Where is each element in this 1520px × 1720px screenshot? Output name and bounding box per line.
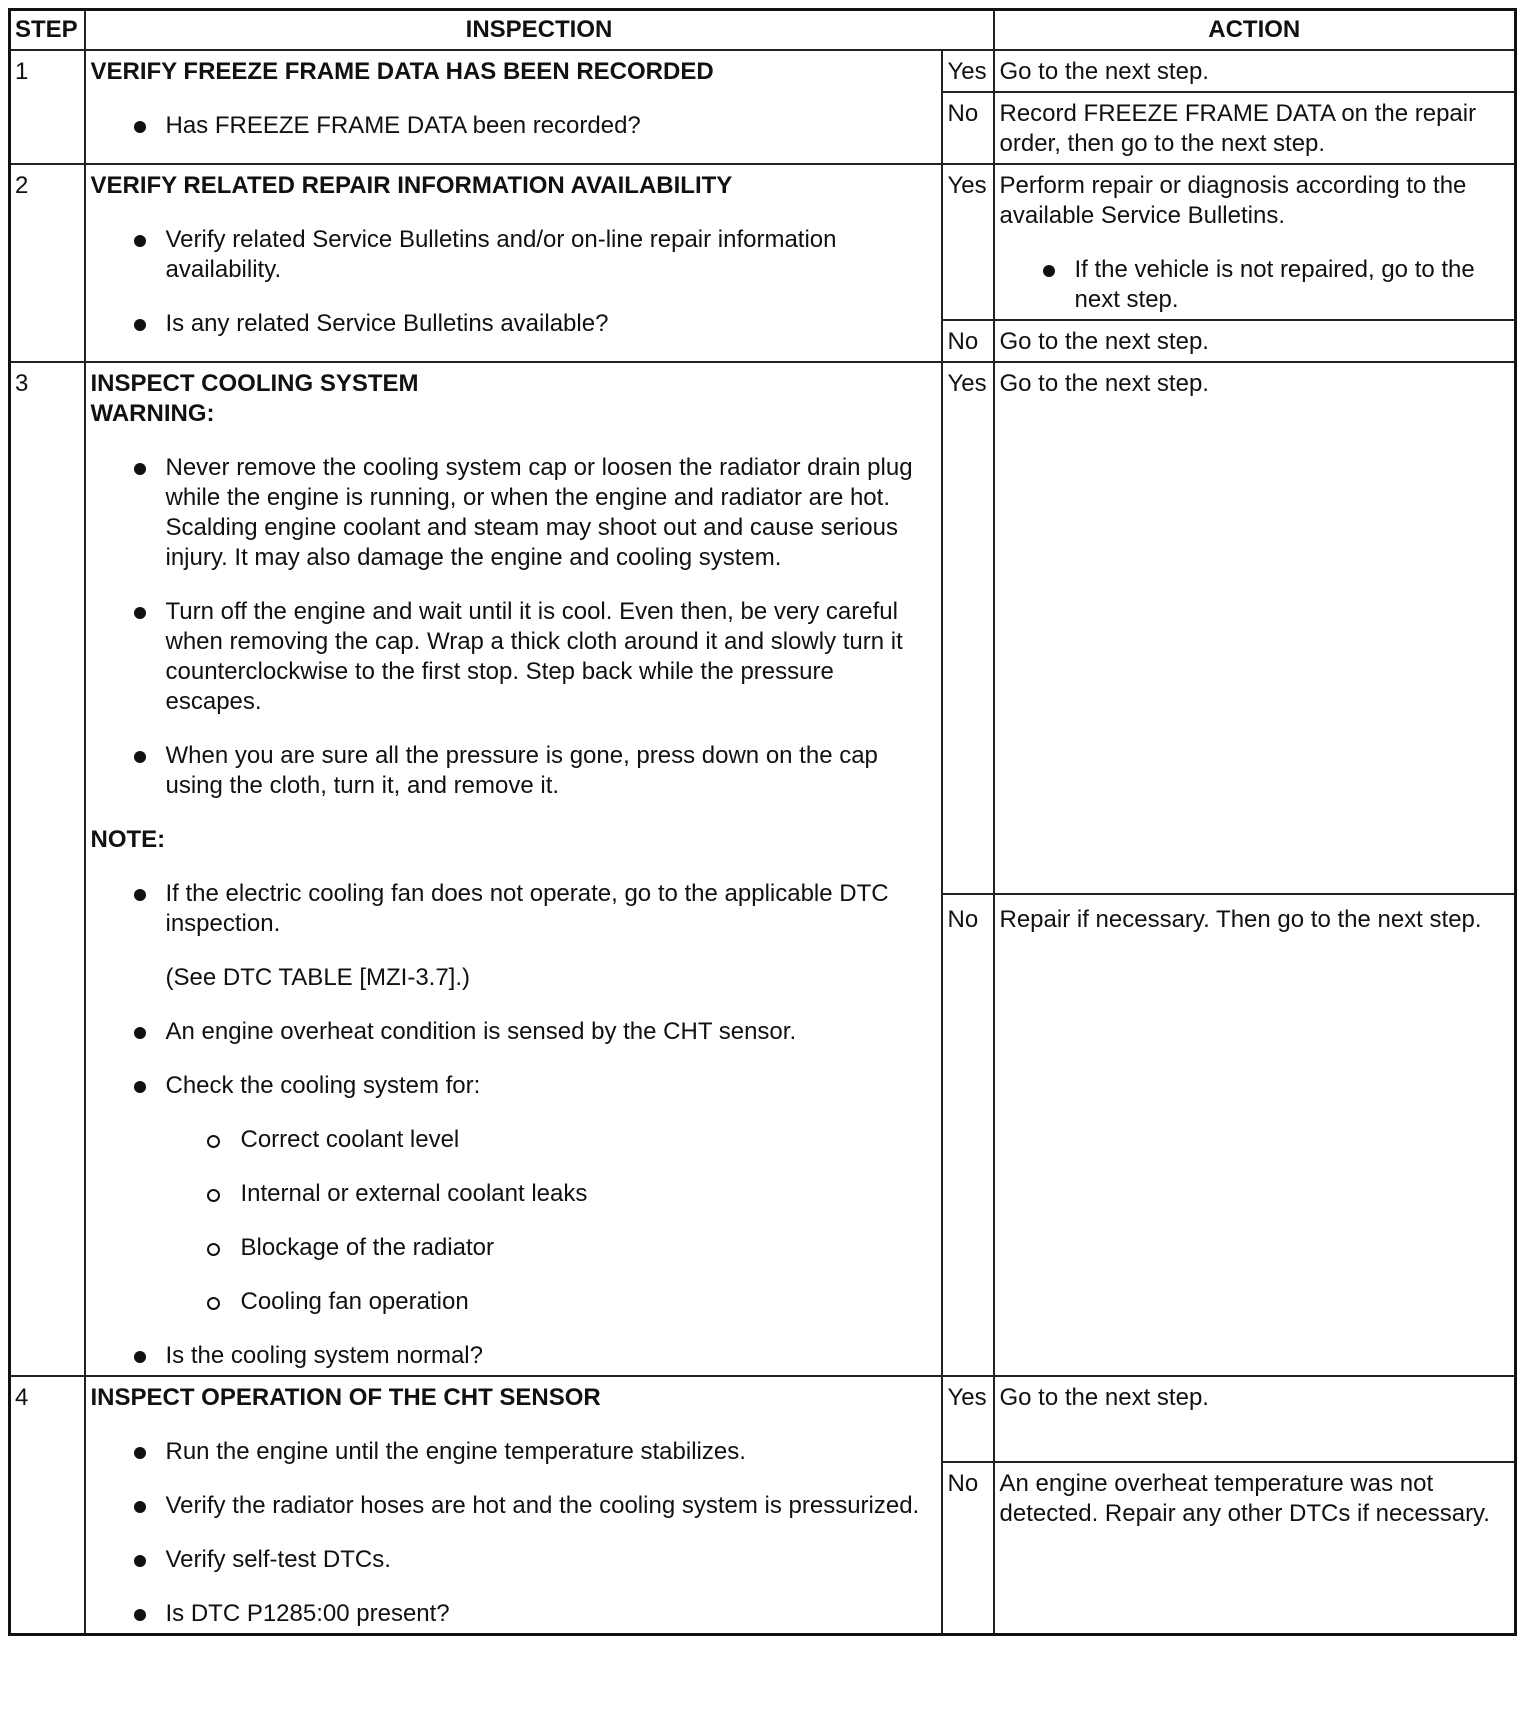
step-2-inspection [85,164,942,362]
yes-label: Yes [942,50,994,92]
list-item: Run the engine until the engine temperature stabilizes. [91,1437,936,1467]
list-item: If the electric cooling fan does not operate, go to the applicable DTC inspection. [91,879,936,939]
yes-label: Yes [942,362,994,894]
yes-action: Go to the next step. [994,1376,1516,1462]
note-label: NOTE: [90,826,166,853]
list-item: Verify self-test DTCs. [91,1545,936,1575]
list-item: Never remove the cooling system cap or loosen the radiator drain plug while the engine is running, or when the engine and radiator are hot. Scalding engine coolant and steam may shoot out and cause serious injury. It may also damage the engine and cooling system. [91,453,936,573]
sub-list-item: Cooling fan operation [91,1287,936,1317]
diagnostic-table [8,8,1517,1636]
step-4-yes-row [10,1376,1516,1462]
list-item: Is the cooling system normal? [91,1341,936,1371]
sub-list-item: Internal or external coolant leaks [91,1179,936,1209]
header-inspection: INSPECTION [85,10,994,51]
step-3-yes-row [10,362,1516,894]
no-action: Repair if necessary. Then go to the next step. [994,894,1516,1376]
sub-list-item: Blockage of the radiator [91,1233,936,1263]
step-title: VERIFY RELATED REPAIR INFORMATION AVAILABILITY [90,172,733,199]
step-1-yes-row [10,50,1516,92]
no-action: Go to the next step. [994,320,1516,362]
step-number: 2 [10,164,85,362]
list-item: Verify the radiator hoses are hot and the cooling system is pressurized. [91,1491,936,1521]
sub-list-item: Correct coolant level [91,1125,936,1155]
list-item: An engine overheat condition is sensed by the CHT sensor. [91,1017,936,1047]
step-3-inspection [85,362,942,1376]
yes-action: Go to the next step. [994,362,1516,894]
yes-label: Yes [942,164,994,320]
no-label: No [942,92,994,164]
no-action: Record FREEZE FRAME DATA on the repair order, then go to the next step. [994,92,1516,164]
step-number: 3 [10,362,85,1376]
yes-action-text: Perform repair or diagnosis according to the available Service Bulletins. [999,172,1467,229]
step-number: 4 [10,1376,85,1635]
list-item: Has FREEZE FRAME DATA been recorded? [91,111,936,141]
yes-action: Go to the next step. [994,50,1516,92]
list-item: Turn off the engine and wait until it is cool. Even then, be very careful when removing the cap. Wrap a thick cloth around it and slowly turn it counterclockwise to the first stop. Step back while the pressure escapes. [91,597,936,717]
list-item: Is any related Service Bulletins available? [91,309,936,339]
step-2-yes-row [10,164,1516,320]
no-label: No [942,1462,994,1635]
step-1-inspection [85,50,942,164]
header-step: STEP [10,10,85,51]
no-label: No [942,894,994,1376]
yes-label: Yes [942,1376,994,1462]
header-action: ACTION [994,10,1516,51]
step-number: 1 [10,50,85,164]
step-title: INSPECT COOLING SYSTEM [90,370,419,397]
step-4-inspection [85,1376,942,1635]
list-item: Verify related Service Bulletins and/or on-line repair information availability. [91,225,936,285]
header-row [10,10,1516,51]
step-title: VERIFY FREEZE FRAME DATA HAS BEEN RECORDED [90,58,714,85]
step-title: INSPECT OPERATION OF THE CHT SENSOR [90,1384,601,1411]
dtc-table-reference: (See DTC TABLE [MZI-3.7].) [165,964,471,991]
list-item: Is DTC P1285:00 present? [91,1599,936,1629]
no-action: An engine overheat temperature was not detected. Repair any other DTCs if necessary. [994,1462,1516,1635]
list-item: If the vehicle is not repaired, go to the next step. [1000,255,1510,315]
no-label: No [942,320,994,362]
warning-label: WARNING: [90,400,215,427]
diagnostic-page [8,8,1514,1714]
yes-action [994,164,1516,320]
list-item: When you are sure all the pressure is gone, press down on the cap using the cloth, turn it, and remove it. [91,741,936,801]
list-item: Check the cooling system for: [91,1071,936,1101]
